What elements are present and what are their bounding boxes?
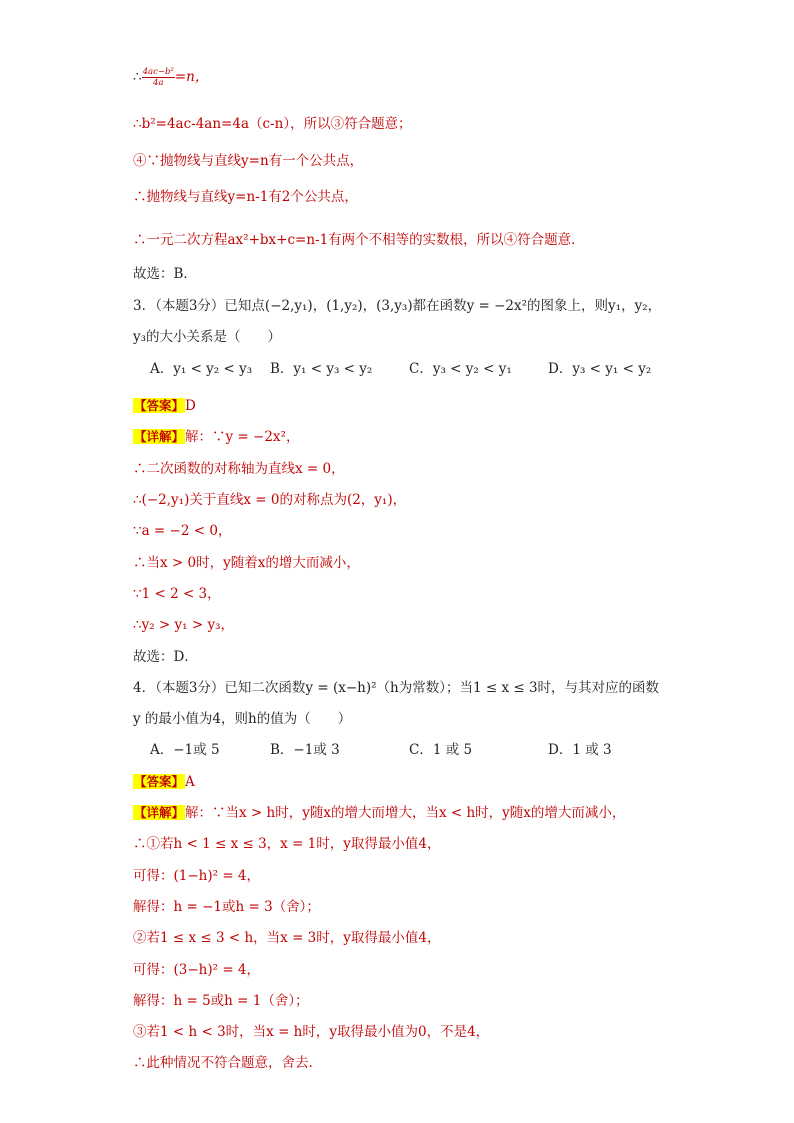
explain-q4	[133, 803, 773, 823]
option-q4-d: D．1 或 3	[548, 742, 612, 758]
fraction-denominator: 4a	[152, 78, 164, 88]
line-l15: ∴当x > 0时，y随着x的增大而减小，	[133, 555, 360, 571]
line-l29: 解得：h = 5或h = 1（舍）；	[133, 993, 309, 1009]
answer-value: A	[185, 774, 195, 790]
answer-tag: 【答案】	[134, 398, 185, 413]
line-l12: ∴二次函数的对称轴为直线x = 0，	[133, 461, 345, 477]
fraction-numerator: 4ac−b²	[142, 67, 174, 77]
line-l3: ④∵抛物线与直线y=n有一个公共点，	[133, 153, 364, 169]
line-l26: 解得：h = −1或h = 3（舍）；	[133, 899, 320, 915]
option-q3-d: D．y₃ < y₁ < y₂	[548, 361, 652, 377]
fraction	[142, 67, 175, 88]
question-4-stem-cont: y 的最小值为4，则h的值为（ ）	[133, 711, 352, 727]
explain-text: 解：∵当x > h时，y随x的增大而增大，当x < h时，y随x的增大而减小，	[185, 805, 626, 821]
option-q3-a: A．y₁ < y₂ < y₃	[150, 361, 253, 377]
fraction-result: =n，	[174, 69, 209, 85]
line-l28: 可得：(3−h)² = 4，	[133, 962, 261, 978]
line-l5: ∴一元二次方程ax²+bx+c=n-1有两个不相等的实数根，所以④符合题意．	[133, 232, 585, 248]
line-l6: 故选：B．	[133, 266, 197, 282]
explain-text: 解：∵y = −2x²，	[185, 429, 300, 445]
option-q4-b: B．−1或 3	[270, 742, 340, 758]
line-l25: 可得：(1−h)² = 4，	[133, 868, 261, 884]
line-l31: ∴此种情况不符合题意，舍去.	[133, 1055, 313, 1071]
line-l24: ∴①若h < 1 ≤ x ≤ 3，x = 1时，y取得最小值4，	[133, 836, 441, 852]
line-l14: ∵a = −2 < 0，	[133, 523, 232, 539]
option-q4-c: C．1 或 5	[409, 742, 473, 758]
explain-q3	[133, 427, 773, 447]
line-l2: ∴b²=4ac-4an=4a（c-n），所以③符合题意；	[133, 116, 412, 132]
line-fraction	[133, 67, 773, 88]
question-3-stem-cont: y₃的大小关系是（ ）	[133, 329, 282, 345]
question-3-stem: 3．（本题3分）已知点(−2,y₁)，(1,y₂)，(3,y₃)都在函数y = −2x²的图象上，则y₁，y₂，	[133, 298, 662, 314]
line-l17: ∴y₂ > y₁ > y₃，	[133, 617, 234, 633]
explain-tag: 【详解】	[134, 805, 185, 820]
explain-tag: 【详解】	[134, 429, 185, 444]
line-l13: ∴(−2,y₁)关于直线x = 0的对称点为(2，y₁)，	[133, 492, 407, 508]
line-l4: ∴抛物线与直线y=n-1有2个公共点，	[133, 189, 358, 205]
line-l16: ∵1 < 2 < 3，	[133, 586, 221, 602]
answer-tag: 【答案】	[134, 774, 185, 789]
option-q3-b: B．y₁ < y₃ < y₂	[270, 361, 373, 377]
option-q3-c: C．y₃ < y₂ < y₁	[409, 361, 512, 377]
question-4-stem: 4．（本题3分）已知二次函数y = (x−h)²（h为常数）；当1 ≤ x ≤ 3时，与其对应的函数	[133, 680, 660, 696]
answer-q4	[133, 772, 773, 792]
line-l30: ③若1 < h < 3时，当x = h时，y取得最小值为0，不是4，	[133, 1024, 490, 1040]
option-q4-a: A．−1或 5	[150, 742, 220, 758]
answer-value: D	[185, 398, 196, 414]
therefore-symbol: ∴	[133, 69, 142, 85]
answer-q3	[133, 396, 773, 416]
line-l18: 故选：D．	[133, 649, 198, 665]
line-l27: ②若1 ≤ x ≤ 3 < h，当x = 3时，y取得最小值4，	[133, 930, 441, 946]
